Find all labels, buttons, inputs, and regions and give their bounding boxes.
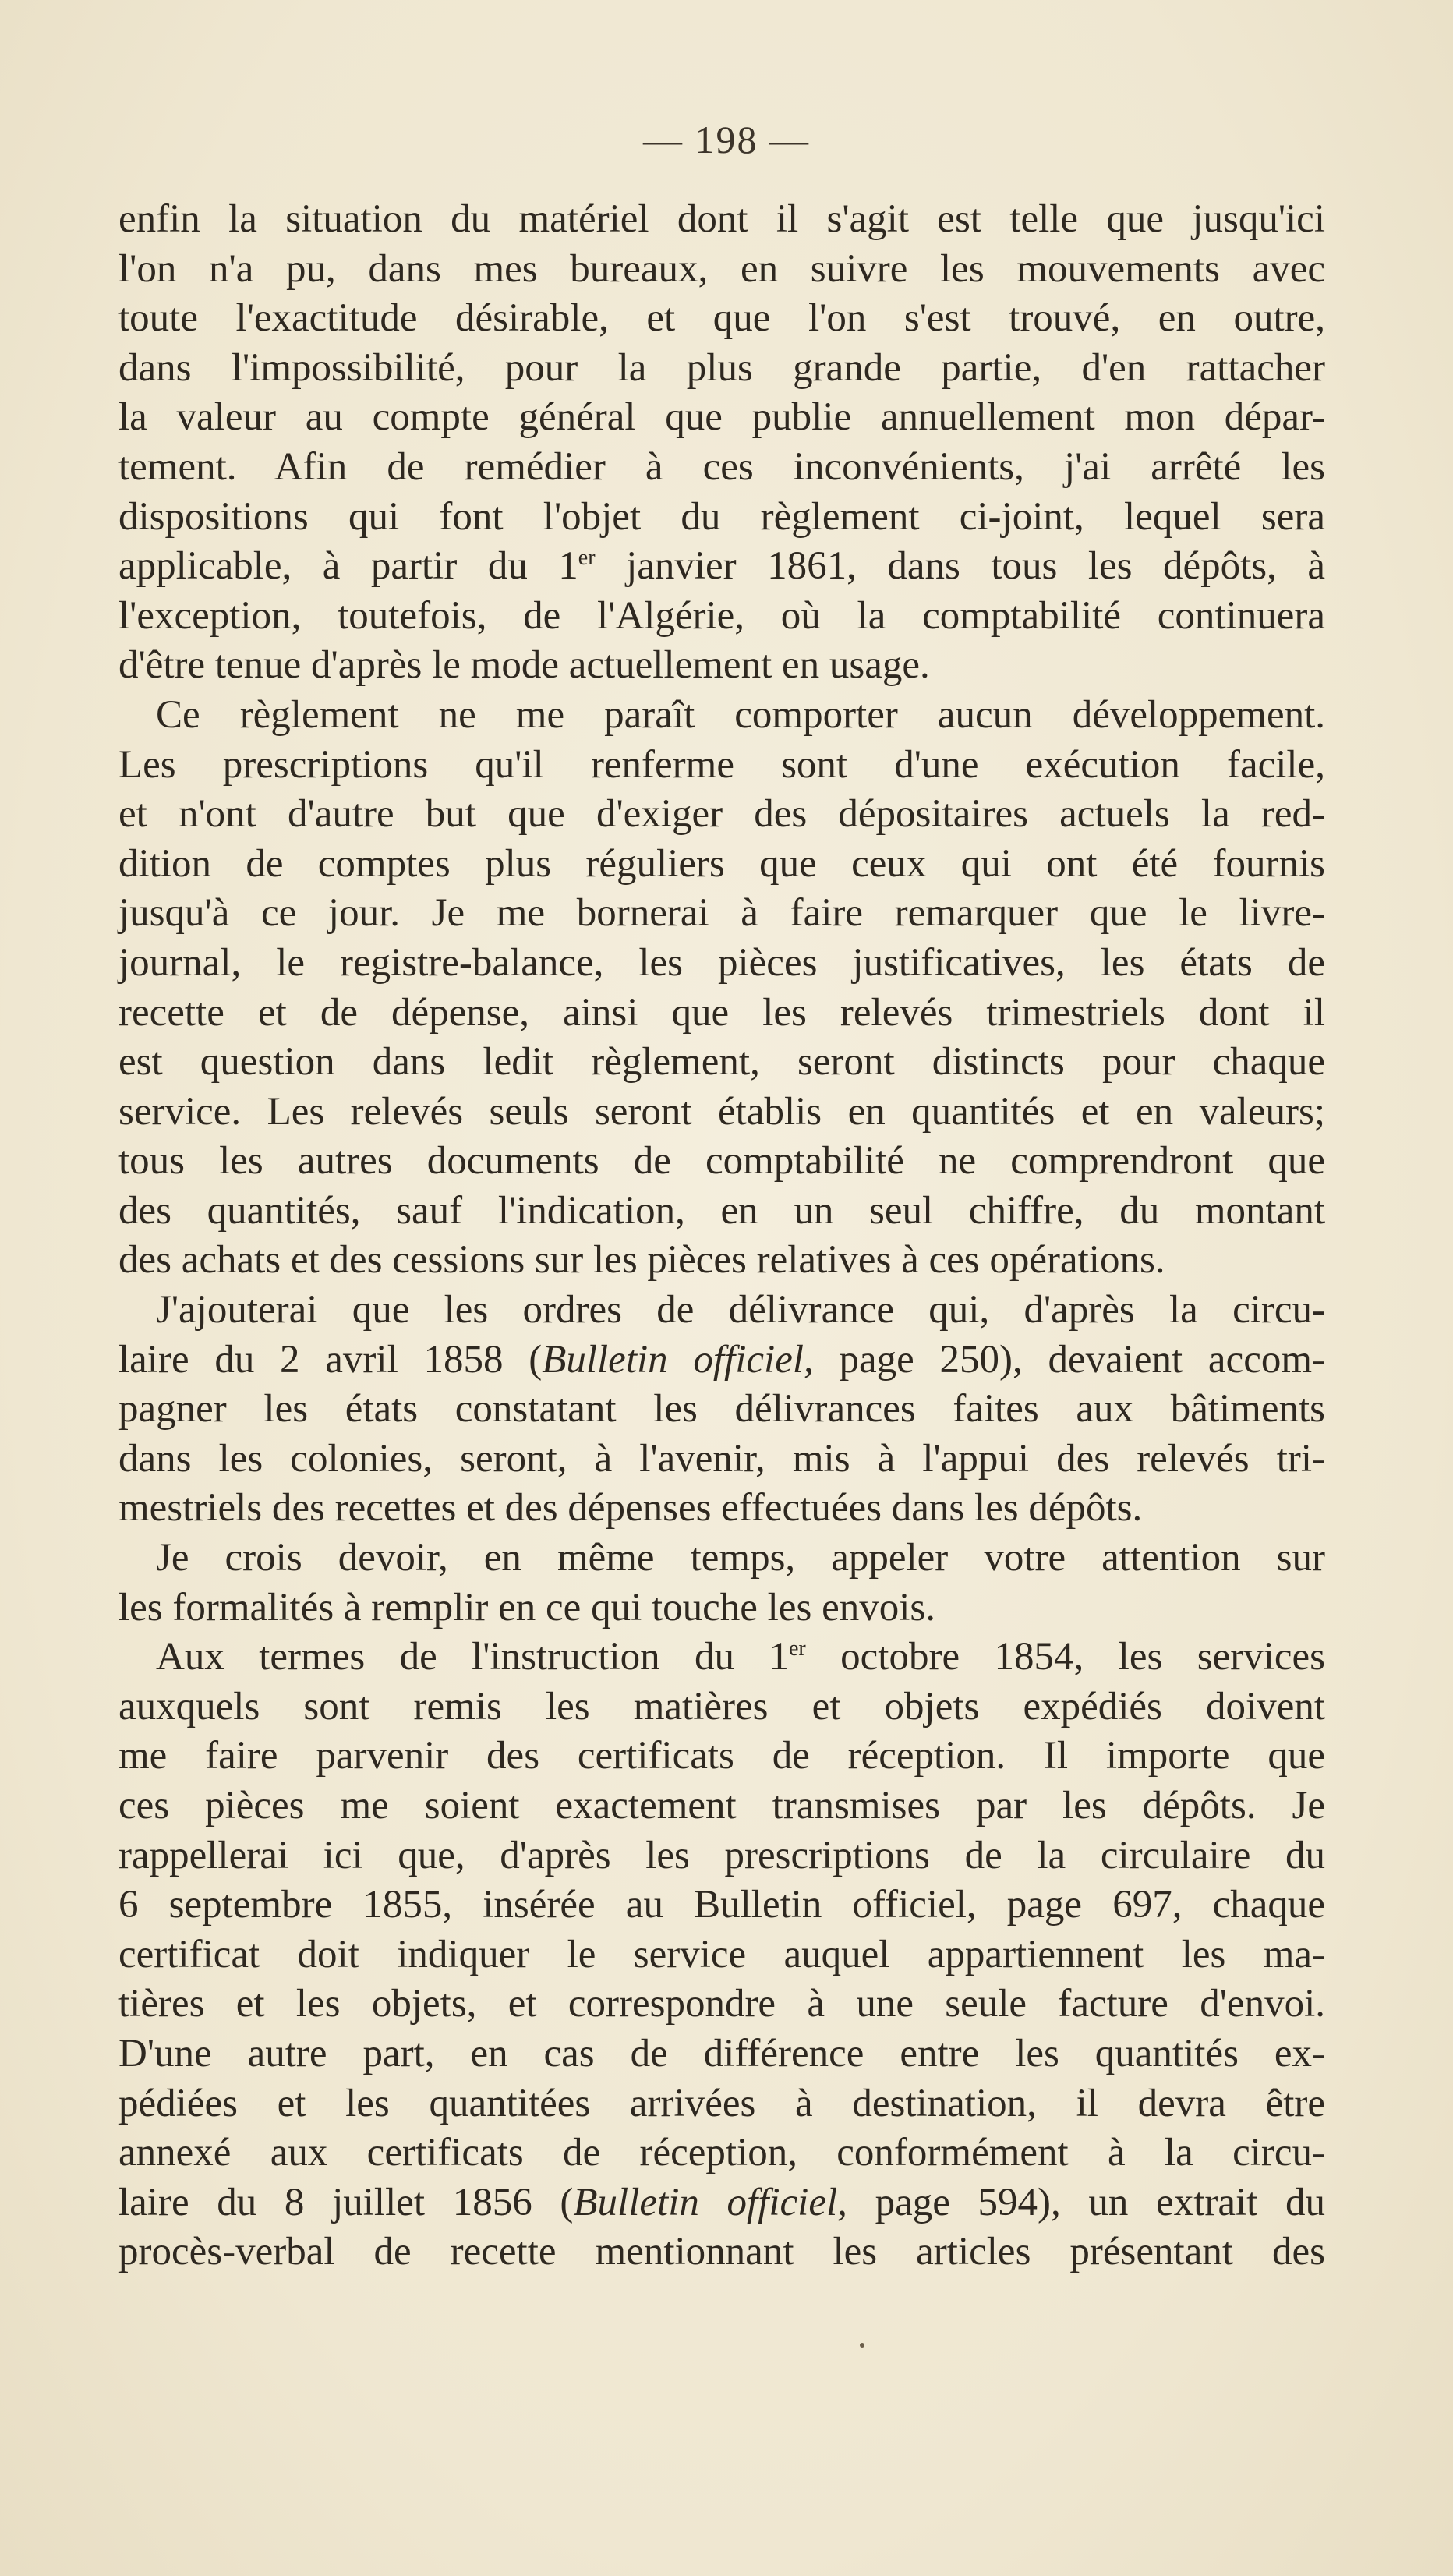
italic-citation: Bulletin officiel,	[542, 1337, 814, 1382]
text-line: procès-verbal de recette mentionnant les articles présentant des	[118, 2230, 1325, 2274]
text-line: tières et les objets, et correspondre à une seule facture d'envoi.	[118, 1982, 1325, 2026]
text-line: pagner les états constatant les délivrances faites aux bâtiments	[118, 1387, 1325, 1431]
body-text	[118, 195, 1325, 2277]
text-line: ces pièces me soient exactement transmises par les dépôts. Je	[118, 1784, 1325, 1828]
text-line: des achats et des cessions sur les pièces relatives à ces opérations.	[118, 1238, 1165, 1283]
text-line: est question dans ledit règlement, seront distincts pour chaque	[118, 1040, 1325, 1085]
text-segment: laire du 8 juillet 1856 (	[118, 2180, 574, 2224]
text-line: Ce règlement ne me paraît comporter aucun développement.	[156, 692, 1325, 737]
text-segment: Aux termes de l'instruction du 1	[156, 1635, 789, 1679]
text-line: 6 septembre 1855, insérée au Bulletin officiel, page 697, chaque	[118, 1883, 1325, 1927]
text-line: les formalités à remplir en ce qui touche les envois.	[118, 1585, 935, 1629]
text-segment: applicable, à partir du 1	[118, 544, 578, 589]
text-line: auxquels sont remis les matières et objets expédiés doivent	[118, 1684, 1325, 1729]
text-line	[118, 1336, 1325, 1385]
text-line: D'une autre part, en cas de différence entre les quantités ex-	[118, 2031, 1325, 2075]
text-line: certificat doit indiquer le service auquel appartiennent les ma-	[118, 1932, 1325, 1976]
text-line: dans les colonies, seront, à l'avenir, mis à l'appui des relevés tri-	[118, 1436, 1325, 1481]
superscript: er	[578, 546, 596, 571]
text-line: l'exception, toutefois, de l'Algérie, où la comptabilité continuera	[118, 593, 1325, 638]
text-line: Les prescriptions qu'il renferme sont d'une exécution facile,	[118, 742, 1325, 787]
text-line: rappellerai ici que, d'après les prescriptions de la circulaire du	[118, 1833, 1325, 1877]
italic-citation: Bulletin officiel,	[573, 2180, 847, 2224]
text-line: pédiées et les quantitées arrivées à destination, il devra être	[118, 2081, 1325, 2125]
page-number: — 198 —	[643, 118, 810, 161]
text-line: recette et de dépense, ainsi que les relevés trimestriels dont il	[118, 990, 1325, 1035]
text-line: jusqu'à ce jour. Je me bornerai à faire remarquer que le livre-	[118, 891, 1325, 936]
text-line: service. Les relevés seuls seront établis en quantités et en valeurs;	[118, 1089, 1325, 1134]
text-line: la valeur au compte général que publie annuellement mon dépar-	[118, 395, 1325, 440]
text-segment: janvier 1861, dans tous les dépôts, à	[595, 544, 1325, 589]
text-segment: page 594), un extrait du	[847, 2180, 1326, 2224]
text-line: tement. Afin de remédier à ces inconvénients, j'ai arrêté les	[118, 444, 1325, 489]
text-line: des quantités, sauf l'indication, en un seul chiffre, du montant	[118, 1188, 1325, 1233]
text-line: enfin la situation du matériel dont il s'agit est telle que jusqu'ici	[118, 197, 1325, 241]
text-line: dispositions qui font l'objet du règlement ci-joint, lequel sera	[118, 494, 1325, 539]
text-line: tous les autres documents de comptabilité ne comprendront que	[118, 1139, 1325, 1184]
text-segment: laire du 2 avril 1858 (	[118, 1337, 543, 1382]
text-line: dition de comptes plus réguliers que ceux qui ont été fournis	[118, 841, 1325, 886]
text-line	[118, 542, 1325, 592]
text-line: dans l'impossibilité, pour la plus grande partie, d'en rattacher	[118, 345, 1325, 390]
text-line: Je crois devoir, en même temps, appeler votre attention sur	[156, 1536, 1325, 1580]
text-line: journal, le registre-balance, les pièces justificatives, les états de	[118, 940, 1325, 985]
text-line	[118, 1633, 1325, 1683]
superscript: er	[788, 1637, 806, 1661]
ink-speck	[860, 2343, 864, 2348]
text-line: J'ajouterai que les ordres de délivrance qui, d'après la circu-	[156, 1288, 1325, 1332]
text-line: d'être tenue d'après le mode actuellement en usage.	[118, 643, 930, 688]
text-segment: page 250), devaient accom-	[813, 1337, 1325, 1382]
text-line: mestriels des recettes et des dépenses effectuées dans les dépôts.	[118, 1486, 1143, 1530]
text-line	[118, 2178, 1325, 2228]
text-line: me faire parvenir des certificats de réception. Il importe que	[118, 1734, 1325, 1778]
text-line: annexé aux certificats de réception, conformément à la circu-	[118, 2131, 1325, 2175]
text-line: l'on n'a pu, dans mes bureaux, en suivre les mouvements avec	[118, 246, 1325, 291]
text-line: et n'ont d'autre but que d'exiger des dépositaires actuels la red-	[118, 792, 1325, 837]
text-segment: octobre 1854, les services	[805, 1635, 1325, 1679]
text-line: toute l'exactitude désirable, et que l'on s'est trouvé, en outre,	[118, 296, 1325, 341]
